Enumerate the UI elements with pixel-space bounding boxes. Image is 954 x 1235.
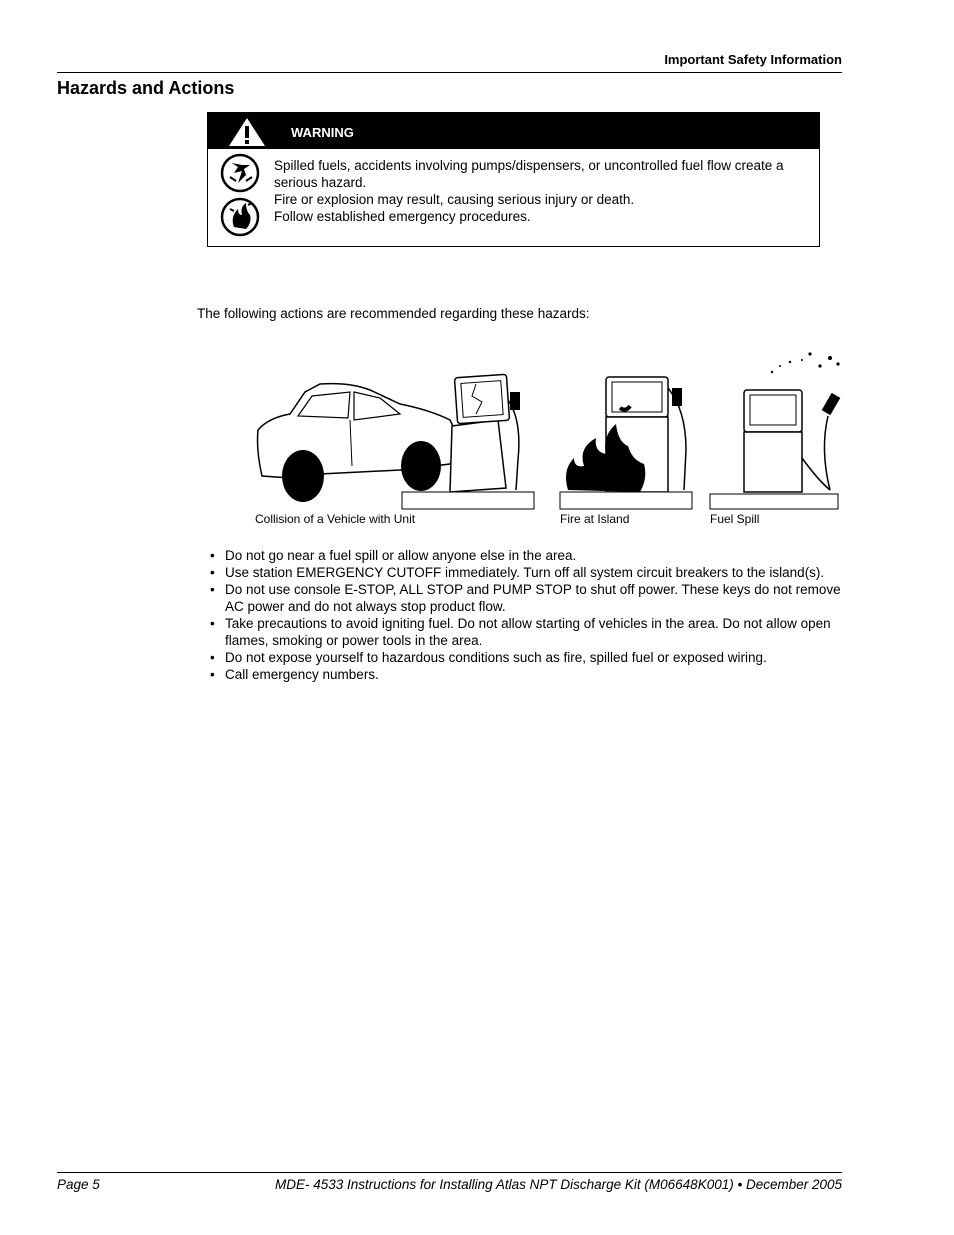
list-item: • Do not use console E-STOP, ALL STOP and PUMP STOP to shut off power. These keys do not remove AC power and do not always stop product flow. (210, 581, 860, 615)
collision-caption: Collision of a Vehicle with Unit (255, 512, 416, 526)
fire-caption: Fire at Island (560, 512, 630, 526)
list-item: • Do not expose yourself to hazardous conditions such as fire, spilled fuel or exposed wiring. (210, 649, 860, 666)
footer-rule (57, 1172, 842, 1173)
explosion-hazard-icon (220, 153, 264, 239)
hazard-icons (220, 153, 264, 244)
warning-text (274, 157, 804, 225)
intro-text: The following actions are recommended regarding these hazards: (197, 306, 590, 321)
spill-illustration (710, 352, 840, 509)
list-item: • Take precautions to avoid igniting fuel. Do not allow starting of vehicles in the area. Do not allow open flames, smoking or power tools in the area. (210, 615, 860, 649)
list-item: • Call emergency numbers. (210, 666, 860, 683)
warning-line: Spilled fuels, accidents involving pumps/dispensers, or uncontrolled fuel flow create a serious hazard. (274, 158, 784, 190)
page-heading: Hazards and Actions (57, 78, 235, 98)
section-title: Important Safety Information (664, 52, 842, 67)
warning-label: WARNING (291, 125, 354, 140)
warning-bar (208, 113, 819, 149)
warning-line: Fire or explosion may result, causing serious injury or death. (274, 192, 635, 207)
header-rule (57, 72, 842, 73)
hazard-illustrations (250, 340, 850, 510)
page-number: Page 5 (57, 1177, 100, 1192)
fire-hazard-icon (222, 199, 258, 235)
list-item: • Use station EMERGENCY CUTOFF immediately. Turn off all system circuit breakers to the island(s). (210, 564, 860, 581)
warning-box (207, 112, 820, 247)
collision-illustration (258, 374, 535, 509)
fire-illustration (560, 377, 692, 509)
document-title: MDE- 4533 Instructions for Installing Atlas NPT Discharge Kit (M06648K001) • December 2005 (275, 1177, 842, 1192)
warning-line: Follow established emergency procedures. (274, 209, 531, 224)
warning-triangle-icon (227, 116, 267, 148)
list-item: • Do not go near a fuel spill or allow anyone else in the area. (210, 547, 860, 564)
spill-caption: Fuel Spill (710, 512, 760, 526)
action-list (210, 547, 860, 683)
